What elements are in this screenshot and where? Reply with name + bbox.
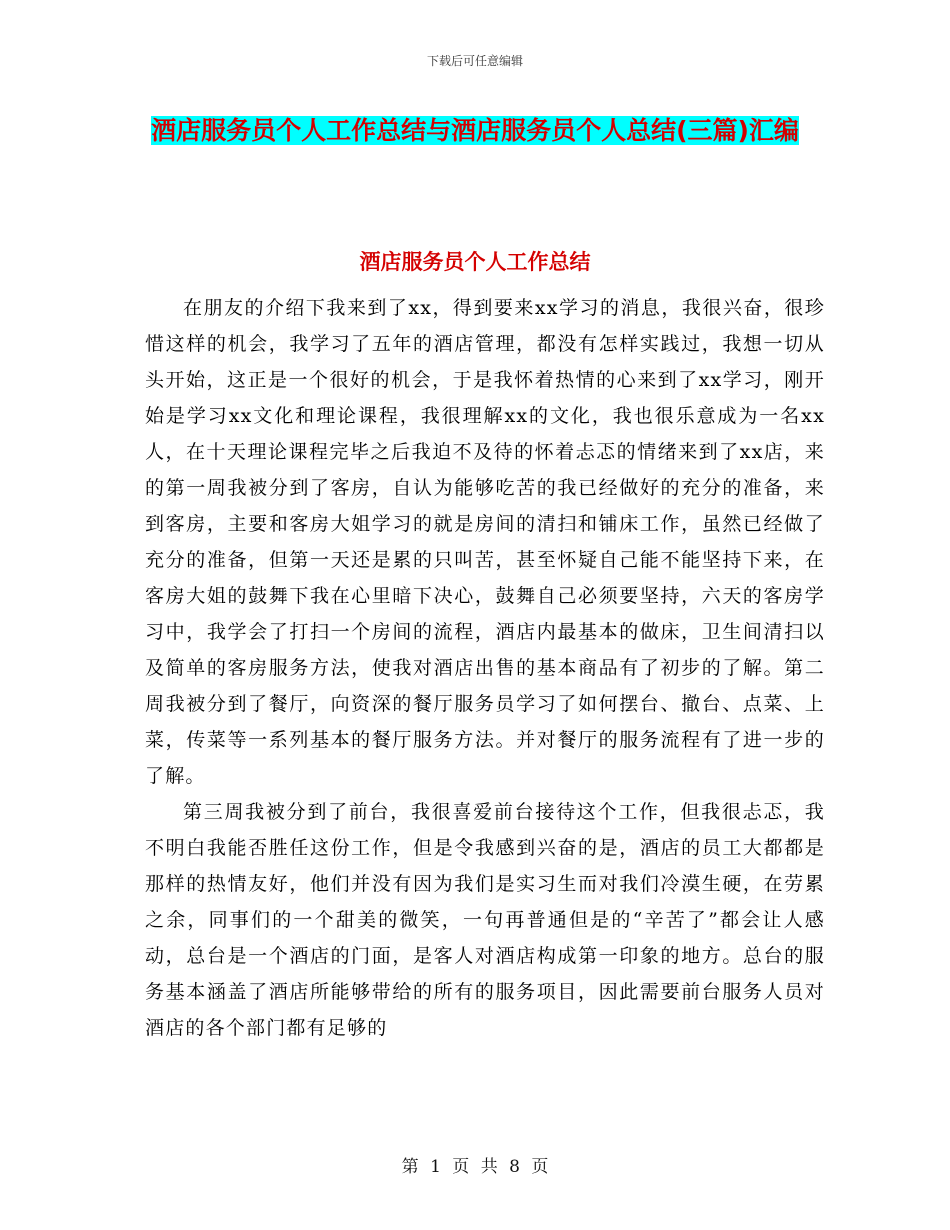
section-title: 酒店服务员个人工作总结: [359, 250, 591, 274]
paragraph-2: 第三周我被分到了前台，我很喜爱前台接待这个工作，但我很忐忑，我不明白我能否胜任这份工作，但是令我感到兴奋的是，酒店的员工大都都是那样的热情友好，他们并没有因为我们是实习生而对我们冷漠生硬，在劳累之余，同事们的一个甜美的微笑，一句再普通但是的“辛苦了”都会让人感动，总台是一个酒店的门面，是客人对酒店构成第一印象的地方。总台的服务基本涵盖了酒店所能够带给的所有的服务项目，因此需要前台服务人员对酒店的各个部门都有足够的: [145, 801, 825, 1039]
document-body: [145, 290, 825, 1046]
document-title-text: 酒店服务员个人工作总结与酒店服务员个人总结(三篇)汇编: [151, 116, 799, 145]
header-note: 下载后可任意编辑: [426, 54, 523, 68]
page-footer: 第 1 页 共 8 页: [401, 1157, 549, 1177]
document-title: [140, 108, 810, 153]
paragraph-1: 在朋友的介绍下我来到了xx，得到要来xx学习的消息，我很兴奋，很珍惜这样的机会，我学习了五年的酒店管理，都没有怎样实践过，我想一切从头开始，这正是一个很好的机会，于是我怀着热情的心来到了xx学习，刚开始是学习xx文化和理论课程，我很理解xx的文化，我也很乐意成为一名xx人，在十天理论课程完毕之后我迫不及待的怀着忐忑的情绪来到了xx店，来的第一周我被分到了客房，自认为能够吃苦的我已经做好的充分的准备，来到客房，主要和客房大姐学习的就是房间的清扫和铺床工作，虽然已经做了充分的准备，但第一天还是累的只叫苦，甚至怀疑自己能不能坚持下来，在客房大姐的鼓舞下我在心里暗下决心，鼓舞自己必须要坚持，六天的客房学习中，我学会了打扫一个房间的流程，酒店内最基本的做床，卫生间清扫以及简单的客房服务方法，使我对酒店出售的基本商品有了初步的了解。第二周我被分到了餐厅，向资深的餐厅服务员学习了如何摆台、撤台、点菜、上菜，传菜等一系列基本的餐厅服务方法。并对餐厅的服务流程有了进一步的了解。: [145, 297, 825, 787]
